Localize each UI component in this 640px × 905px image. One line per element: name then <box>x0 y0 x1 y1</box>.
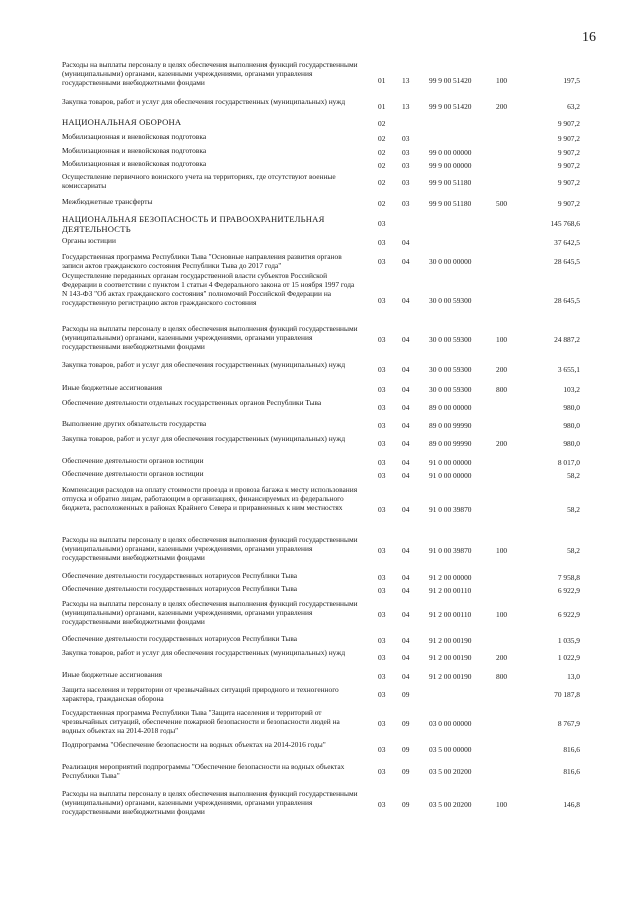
row-name: Иные бюджетные ассигнования <box>62 383 163 392</box>
row-name: Закупка товаров, работ и услуг для обеспечения государственных (муниципальных) нужд <box>62 648 346 657</box>
row-sum: 8 017,0 <box>557 458 580 467</box>
row-name: Закупка товаров, работ и услуг для обеспечения государственных (муниципальных) нужд <box>62 97 346 106</box>
row-sum: 58,2 <box>567 505 580 514</box>
row-pr: 04 <box>402 653 410 662</box>
row-pr: 09 <box>402 800 410 809</box>
row-rz: 03 <box>378 546 386 555</box>
row-name: Расходы на выплаты персоналу в целях обеспечения выполнения функций государственными (муниципальными) органами, казенными учреждениями, органами управления государственными внебюджетными фондами <box>62 535 358 562</box>
row-name: Осуществление переданных органам государственной власти субъектов Российской Федерации в соответствии с пунктом 1 статьи 4 Федерального закона от 15 ноября 1997 года N 143-ФЗ "Об актах гражданского состояния" полномочий Российской Федерации на государственную регистрацию актов гражданского состояния <box>62 271 355 307</box>
row-cs: 91 0 00 00000 <box>429 471 472 480</box>
row-sum: 6 922,9 <box>557 586 580 595</box>
row-pr: 09 <box>402 719 410 728</box>
row-rz: 03 <box>378 573 386 582</box>
row-cs: 03 5 00 20200 <box>429 800 472 809</box>
row-cs: 91 2 00 00110 <box>429 610 472 619</box>
row-name: НАЦИОНАЛЬНАЯ ОБОРОНА <box>62 117 182 127</box>
row-vr: 100 <box>496 335 508 344</box>
row-pr: 03 <box>402 134 410 143</box>
row-rz: 03 <box>378 586 386 595</box>
row-pr: 03 <box>402 199 410 208</box>
row-rz: 02 <box>378 161 386 170</box>
row-name: Мобилизационная и вневойсковая подготовка <box>62 159 207 168</box>
row-name: Осуществление первичного воинского учета на территориях, где отсутствуют военные комиссариаты <box>62 172 336 190</box>
row-pr: 13 <box>402 76 410 85</box>
row-sum: 1 035,9 <box>557 636 580 645</box>
row-cs: 91 2 00 00190 <box>429 636 472 645</box>
row-sum: 58,2 <box>567 546 580 555</box>
row-sum: 9 907,2 <box>557 178 580 187</box>
row-name: Выполнение других обязательств государства <box>62 419 207 428</box>
row-cs: 89 0 00 99990 <box>429 439 472 448</box>
row-cs: 91 2 00 00110 <box>429 586 472 595</box>
row-rz: 02 <box>378 119 386 128</box>
row-sum: 8 767,9 <box>557 719 580 728</box>
row-rz: 03 <box>378 421 386 430</box>
row-rz: 03 <box>378 403 386 412</box>
row-vr: 100 <box>496 546 508 555</box>
row-pr: 09 <box>402 745 410 754</box>
row-rz: 03 <box>378 690 386 699</box>
row-pr: 04 <box>402 471 410 480</box>
row-cs: 99 9 00 51180 <box>429 178 472 187</box>
row-pr: 09 <box>402 690 410 699</box>
row-pr: 03 <box>402 148 410 157</box>
row-rz: 03 <box>378 335 386 344</box>
row-sum: 9 907,2 <box>557 134 580 143</box>
row-pr: 04 <box>402 610 410 619</box>
row-cs: 30 0 00 59300 <box>429 385 472 394</box>
row-rz: 03 <box>378 672 386 681</box>
row-name: Реализация мероприятий подпрограммы "Обеспечение безопасности на водных объектах Республики Тыва" <box>62 762 345 780</box>
row-pr: 04 <box>402 403 410 412</box>
row-sum: 9 907,2 <box>557 199 580 208</box>
row-rz: 03 <box>378 439 386 448</box>
row-name: Обеспечение деятельности органов юстиции <box>62 456 204 465</box>
row-cs: 91 0 00 00000 <box>429 458 472 467</box>
row-rz: 02 <box>378 134 386 143</box>
row-vr: 100 <box>496 610 508 619</box>
row-pr: 09 <box>402 767 410 776</box>
row-rz: 03 <box>378 653 386 662</box>
row-name: Расходы на выплаты персоналу в целях обеспечения выполнения функций государственными (муниципальными) органами, казенными учреждениями, органами управления государственными внебюджетными фондами <box>62 324 358 351</box>
row-sum: 1 022,9 <box>557 653 580 662</box>
row-sum: 70 187,8 <box>554 690 580 699</box>
row-cs: 99 9 00 51420 <box>429 76 472 85</box>
row-sum: 9 907,2 <box>557 119 580 128</box>
row-rz: 02 <box>378 178 386 187</box>
row-vr: 800 <box>496 385 508 394</box>
row-pr: 04 <box>402 439 410 448</box>
row-rz: 03 <box>378 767 386 776</box>
row-vr: 500 <box>496 199 508 208</box>
row-sum: 980,0 <box>563 403 580 412</box>
row-name: Иные бюджетные ассигнования <box>62 670 163 679</box>
row-rz: 03 <box>378 719 386 728</box>
row-rz: 01 <box>378 102 386 111</box>
row-rz: 03 <box>378 365 386 374</box>
row-rz: 03 <box>378 471 386 480</box>
row-cs: 99 9 00 00000 <box>429 161 472 170</box>
row-pr: 04 <box>402 421 410 430</box>
row-sum: 980,0 <box>563 421 580 430</box>
row-name: НАЦИОНАЛЬНАЯ БЕЗОПАСНОСТЬ И ПРАВООХРАНИТЕЛЬНАЯ ДЕЯТЕЛЬНОСТЬ <box>62 214 325 234</box>
row-cs: 99 0 00 00000 <box>429 148 472 157</box>
row-sum: 63,2 <box>567 102 580 111</box>
row-pr: 04 <box>402 636 410 645</box>
row-pr: 04 <box>402 257 410 266</box>
row-rz: 03 <box>378 745 386 754</box>
row-sum: 6 922,9 <box>557 610 580 619</box>
row-sum: 13,0 <box>567 672 580 681</box>
row-cs: 91 2 00 00000 <box>429 573 472 582</box>
row-pr: 04 <box>402 458 410 467</box>
row-name: Обеспечение деятельности государственных нотариусов Республики Тыва <box>62 584 298 593</box>
row-pr: 04 <box>402 505 410 514</box>
row-cs: 91 0 00 39870 <box>429 546 472 555</box>
row-cs: 89 0 00 99990 <box>429 421 472 430</box>
row-cs: 30 0 00 59300 <box>429 296 472 305</box>
row-name: Закупка товаров, работ и услуг для обеспечения государственных (муниципальных) нужд <box>62 434 346 443</box>
row-name: Расходы на выплаты персоналу в целях обеспечения выполнения функций государственными (муниципальными) органами, казенными учреждениями, органами управления государственными внебюджетными фондами <box>62 599 358 626</box>
row-pr: 04 <box>402 586 410 595</box>
row-name: Подпрограмма "Обеспечение безопасности на водных объектах на 2014-2016 годы" <box>62 740 326 749</box>
row-pr: 03 <box>402 161 410 170</box>
row-cs: 91 2 00 00190 <box>429 653 472 662</box>
row-name: Компенсация расходов на оплату стоимости проезда и провоза багажа к месту использования отпуска и обратно лицам, работающим в организациях, финансируемых из федерального бюджета, расположенных в районах Крайнего Севера и приравненных к ним местностях <box>62 485 358 512</box>
row-pr: 04 <box>402 238 410 247</box>
row-name: Мобилизационная и вневойсковая подготовка <box>62 146 207 155</box>
row-rz: 03 <box>378 257 386 266</box>
row-cs: 03 0 00 00000 <box>429 719 472 728</box>
row-cs: 30 0 00 00000 <box>429 257 472 266</box>
row-pr: 04 <box>402 335 410 344</box>
row-name: Государственная программа Республики Тыва "Основные направления развития органов записи актов гражданского состояния Республики Тыва до 2017 года" <box>62 252 342 270</box>
row-vr: 100 <box>496 76 508 85</box>
page-number: 16 <box>582 30 596 45</box>
row-cs: 30 0 00 59300 <box>429 335 472 344</box>
row-sum: 146,8 <box>563 800 580 809</box>
row-cs: 91 0 00 39870 <box>429 505 472 514</box>
row-cs: 03 5 00 20200 <box>429 767 472 776</box>
row-pr: 03 <box>402 178 410 187</box>
row-name: Органы юстиции <box>62 236 116 245</box>
row-rz: 03 <box>378 636 386 645</box>
row-rz: 03 <box>378 800 386 809</box>
row-name: Закупка товаров, работ и услуг для обеспечения государственных (муниципальных) нужд <box>62 360 346 369</box>
row-rz: 03 <box>378 385 386 394</box>
row-sum: 103,2 <box>563 385 580 394</box>
row-pr: 04 <box>402 365 410 374</box>
row-pr: 04 <box>402 385 410 394</box>
row-rz: 03 <box>378 238 386 247</box>
row-sum: 28 645,5 <box>554 296 580 305</box>
row-vr: 200 <box>496 653 508 662</box>
row-vr: 200 <box>496 365 508 374</box>
row-rz: 02 <box>378 199 386 208</box>
row-name: Обеспечение деятельности отдельных государственных органов Республики Тыва <box>62 398 322 407</box>
row-name: Межбюджетные трансферты <box>62 197 153 206</box>
row-rz: 03 <box>378 610 386 619</box>
row-sum: 197,5 <box>563 76 580 85</box>
row-rz: 02 <box>378 148 386 157</box>
row-vr: 200 <box>496 439 508 448</box>
row-rz: 01 <box>378 76 386 85</box>
row-vr: 800 <box>496 672 508 681</box>
row-cs: 91 2 00 00190 <box>429 672 472 681</box>
row-pr: 04 <box>402 296 410 305</box>
row-cs: 99 9 00 51420 <box>429 102 472 111</box>
row-sum: 980,0 <box>563 439 580 448</box>
row-rz: 03 <box>378 505 386 514</box>
row-pr: 04 <box>402 672 410 681</box>
row-name: Защита населения и территории от чрезвычайных ситуаций природного и техногенного характера, гражданская оборона <box>62 685 339 703</box>
row-name: Обеспечение деятельности государственных нотариусов Республики Тыва <box>62 634 298 643</box>
row-name: Расходы на выплаты персоналу в целях обеспечения выполнения функций государственными (муниципальными) органами, казенными учреждениями, органами управления государственными внебюджетными фондами <box>62 789 358 816</box>
row-name: Обеспечение деятельности органов юстиции <box>62 469 204 478</box>
row-cs: 99 9 00 51180 <box>429 199 472 208</box>
row-cs: 03 5 00 00000 <box>429 745 472 754</box>
row-sum: 24 887,2 <box>554 335 580 344</box>
row-sum: 816,6 <box>563 767 580 776</box>
row-cs: 30 0 00 59300 <box>429 365 472 374</box>
row-name: Обеспечение деятельности государственных нотариусов Республики Тыва <box>62 571 298 580</box>
row-rz: 03 <box>378 296 386 305</box>
row-sum: 3 655,1 <box>557 365 580 374</box>
row-rz: 03 <box>378 458 386 467</box>
row-sum: 28 645,5 <box>554 257 580 266</box>
row-rz: 03 <box>378 219 386 228</box>
row-sum: 7 958,8 <box>557 573 580 582</box>
row-cs: 89 0 00 00000 <box>429 403 472 412</box>
row-name: Мобилизационная и вневойсковая подготовка <box>62 132 207 141</box>
row-sum: 37 642,5 <box>554 238 580 247</box>
row-vr: 200 <box>496 102 508 111</box>
row-sum: 9 907,2 <box>557 148 580 157</box>
row-sum: 145 768,6 <box>550 219 580 228</box>
row-name: Расходы на выплаты персоналу в целях обеспечения выполнения функций государственными (муниципальными) органами, казенными учреждениями, органами управления государственными внебюджетными фондами <box>62 60 358 87</box>
row-vr: 100 <box>496 800 508 809</box>
row-name: Государственная программа Республики Тыва "Защита населения и территорий от чрезвычайных ситуаций, обеспечение пожарной безопасности и безопасности людей на водных объектах на 2014-2018 годы" <box>62 708 340 735</box>
row-pr: 04 <box>402 546 410 555</box>
row-sum: 9 907,2 <box>557 161 580 170</box>
row-sum: 58,2 <box>567 471 580 480</box>
row-pr: 13 <box>402 102 410 111</box>
row-sum: 816,6 <box>563 745 580 754</box>
row-pr: 04 <box>402 573 410 582</box>
